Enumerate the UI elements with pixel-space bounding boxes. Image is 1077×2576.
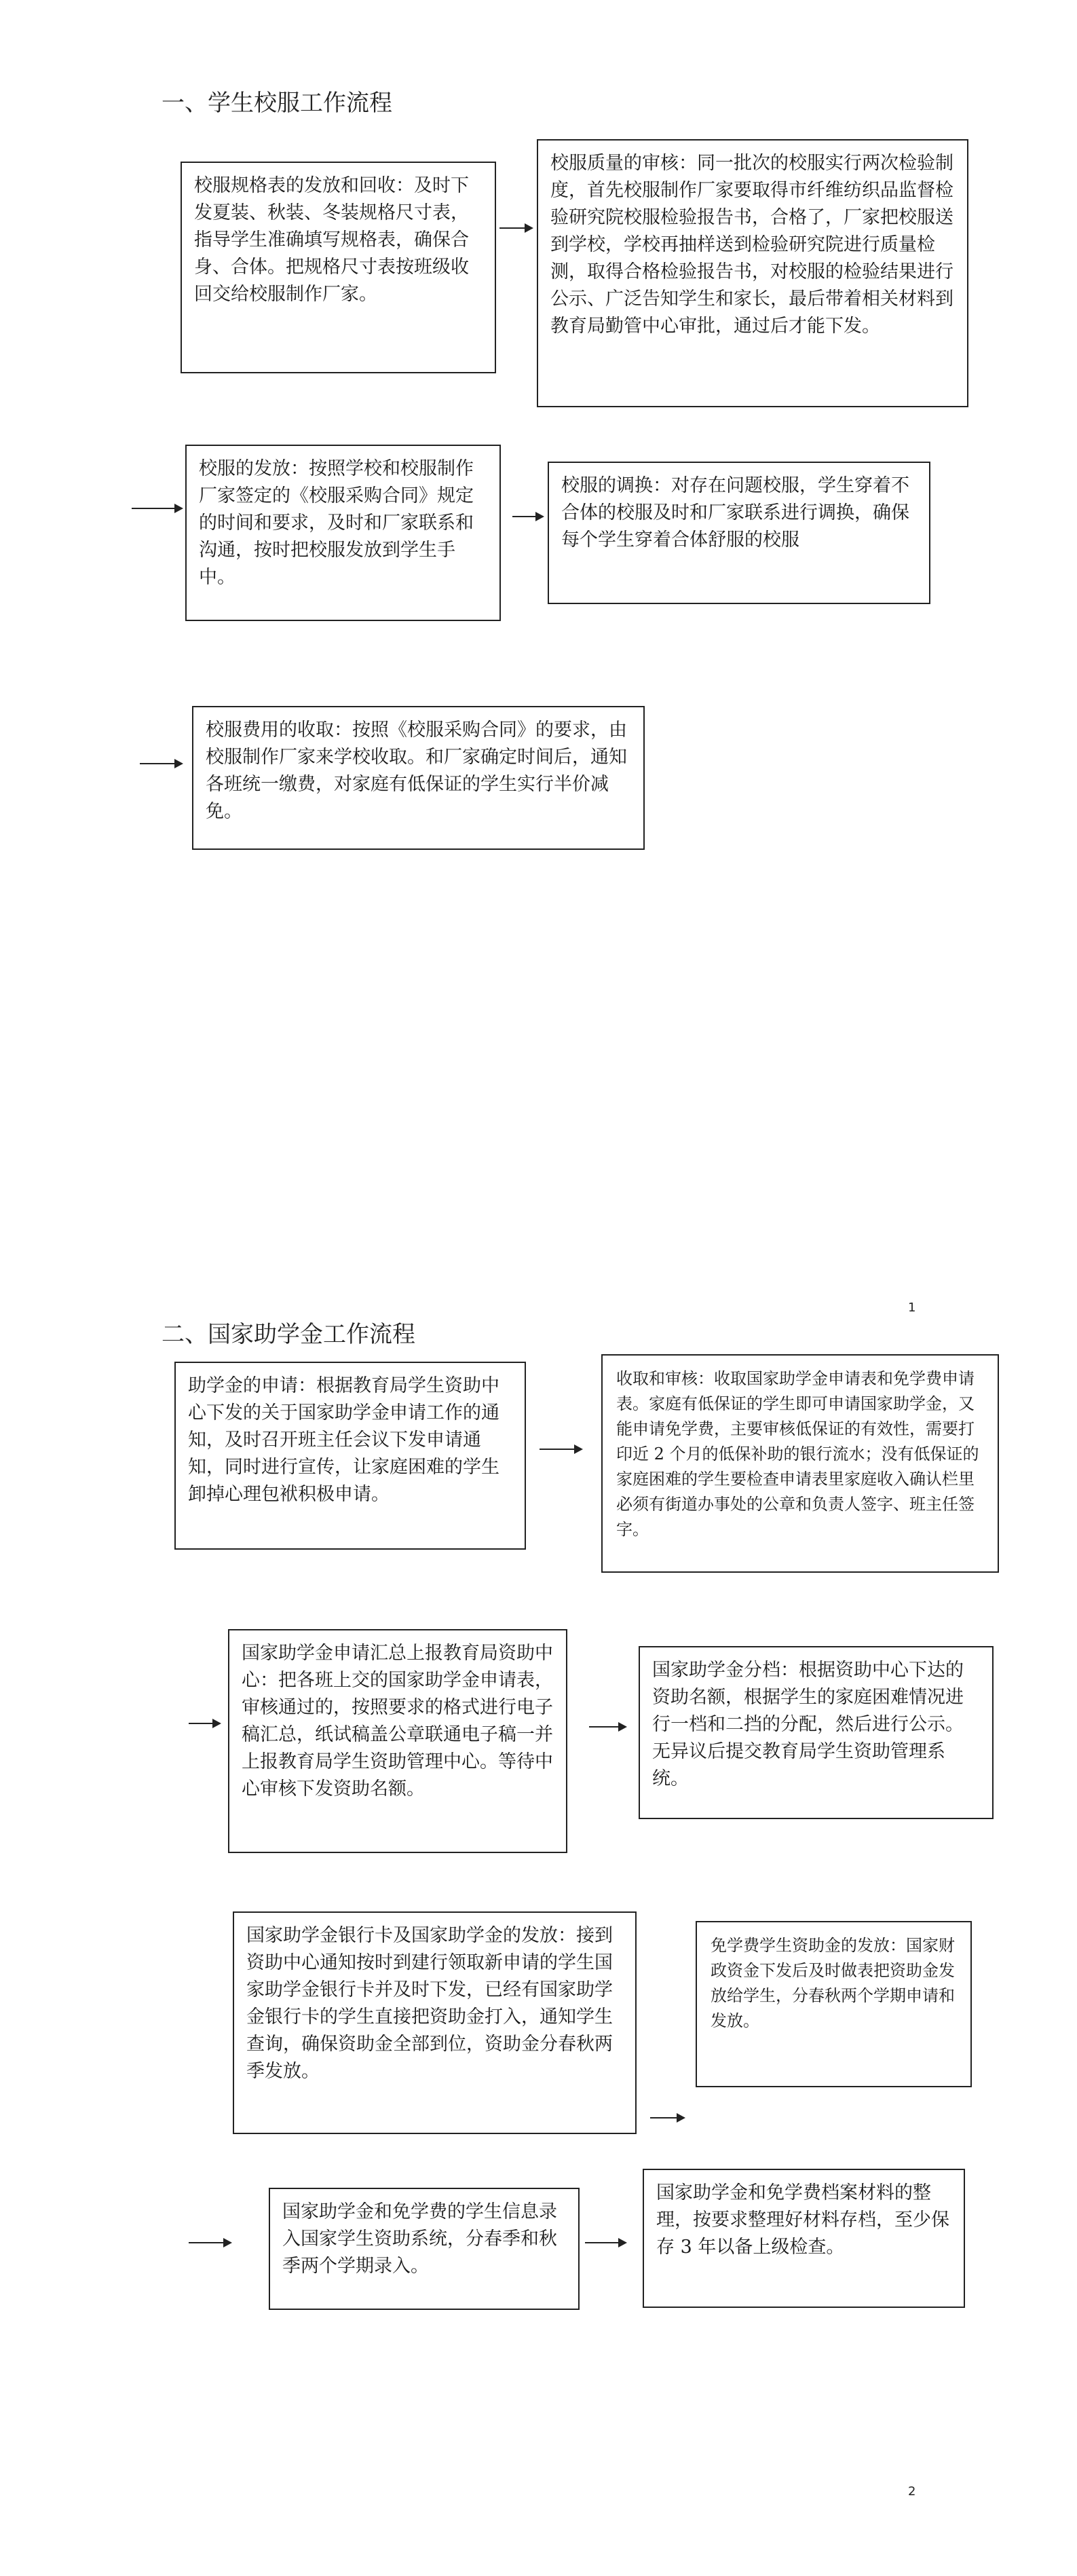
- arrow-spec-to-quality: [499, 227, 532, 229]
- arrow-into-fee-collection: [140, 763, 182, 764]
- arrow-application-to-review: [540, 1449, 582, 1450]
- arrow-into-distribution: [132, 508, 182, 509]
- summary-report-box: 国家助学金申请汇总上报教育局资助中心：把各班上交的国家助学金申请表，审核通过的，按照要求的格式进行电子稿汇总，纸试稿盖公章联通电子稿一并上报教育局学生资助管理中心。等待中心审核下发资助名额。: [228, 1629, 567, 1853]
- quality-review-box: 校服质量的审核：同一批次的校服实行两次检验制度，首先校服制作厂家要取得市纤维纺织品监督检验研究院校服检验报告书，合格了，厂家把校服送到学校，学校再抽样送到检验研究院进行质量检测，取得合格检验报告书，对校服的检验结果进行公示、广泛告知学生和家长，最后带着相关材料到教育局勤管中心审批，通过后才能下发。: [537, 139, 968, 407]
- uniform-exchange-box: 校服的调换：对存在问题校服，学生穿着不合体的校服及时和厂家联系进行调换，确保每个学生穿着合体舒服的校服: [548, 462, 930, 604]
- arrow-info-entry-to-archive: [585, 2242, 626, 2243]
- uniform-distribution-box: 校服的发放：按照学校和校服制作厂家签定的《校服采购合同》规定的时间和要求，及时和厂家联系和沟通，按时把校服发放到学生手中。: [185, 445, 501, 621]
- spec-distribution-box: 校服规格表的发放和回收：及时下发夏装、秋装、冬装规格尺寸表，指导学生准确填写规格表，确保合身、合体。把规格尺寸表按班级收回交给校服制作厂家。: [181, 162, 496, 373]
- grading-box: 国家助学金分档：根据资助中心下达的资助名额，根据学生的家庭困难情况进行一档和二挡的分配，然后进行公示。无异议后提交教育局学生资助管理系统。: [639, 1646, 994, 1819]
- section1-title: 一、学生校服工作流程: [162, 90, 392, 117]
- tuition-waiver-box: 免学费学生资助金的发放：国家财政资金下发后及时做表把资助金发放给学生，分春秋两个学期申请和发放。: [696, 1921, 972, 2087]
- info-entry-box: 国家助学金和免学费的学生信息录入国家学生资助系统，分春季和秋季两个学期录入。: [269, 2188, 580, 2310]
- fee-collection-box: 校服费用的收取：按照《校服采购合同》的要求，由校服制作厂家来学校收取。和厂家确定时间后，通知各班统一缴费，对家庭有低保证的学生实行半价减免。: [192, 706, 645, 850]
- collection-review-box: 收取和审核：收取国家助学金申请表和免学费申请表。家庭有低保证的学生即可申请国家助学金，又能申请免学费，主要审核低保证的有效性，需要打印近 2 个月的低保补助的银行流水；没有低保证的家庭困难的学生要检查申请表里家庭收入确认栏里必须有街道办事处的公章和负责人签字、班主任签字。: [601, 1354, 999, 1573]
- arrow-into-summary-report: [189, 1723, 220, 1724]
- arrow-summary-to-grading: [589, 1726, 626, 1728]
- archive-box: 国家助学金和免学费档案材料的整理，按要求整理好材料存档，至少保存 3 年以备上级检查。: [643, 2169, 965, 2308]
- arrow-distribution-to-exchange: [512, 516, 543, 517]
- section2-title: 二、国家助学金工作流程: [162, 1321, 415, 1348]
- page-number-1: 1: [908, 1301, 916, 1315]
- page-number-2: 2: [908, 2484, 916, 2499]
- arrow-into-info-entry: [189, 2242, 231, 2243]
- application-box: 助学金的申请：根据教育局学生资助中心下发的关于国家助学金申请工作的通知，及时召开班主任会议下发申请通知，同时进行宣传，让家庭困难的学生卸掉心理包袱积极申请。: [174, 1362, 526, 1550]
- bank-card-box: 国家助学金银行卡及国家助学金的发放：接到资助中心通知按时到建行领取新申请的学生国家助学金银行卡并及时下发，已经有国家助学金银行卡的学生直接把资助金打入，通知学生查询，确保资助金全部到位，资助金分春秋两季发放。: [233, 1911, 637, 2134]
- arrow-bank-card-to-tuition: [650, 2117, 684, 2118]
